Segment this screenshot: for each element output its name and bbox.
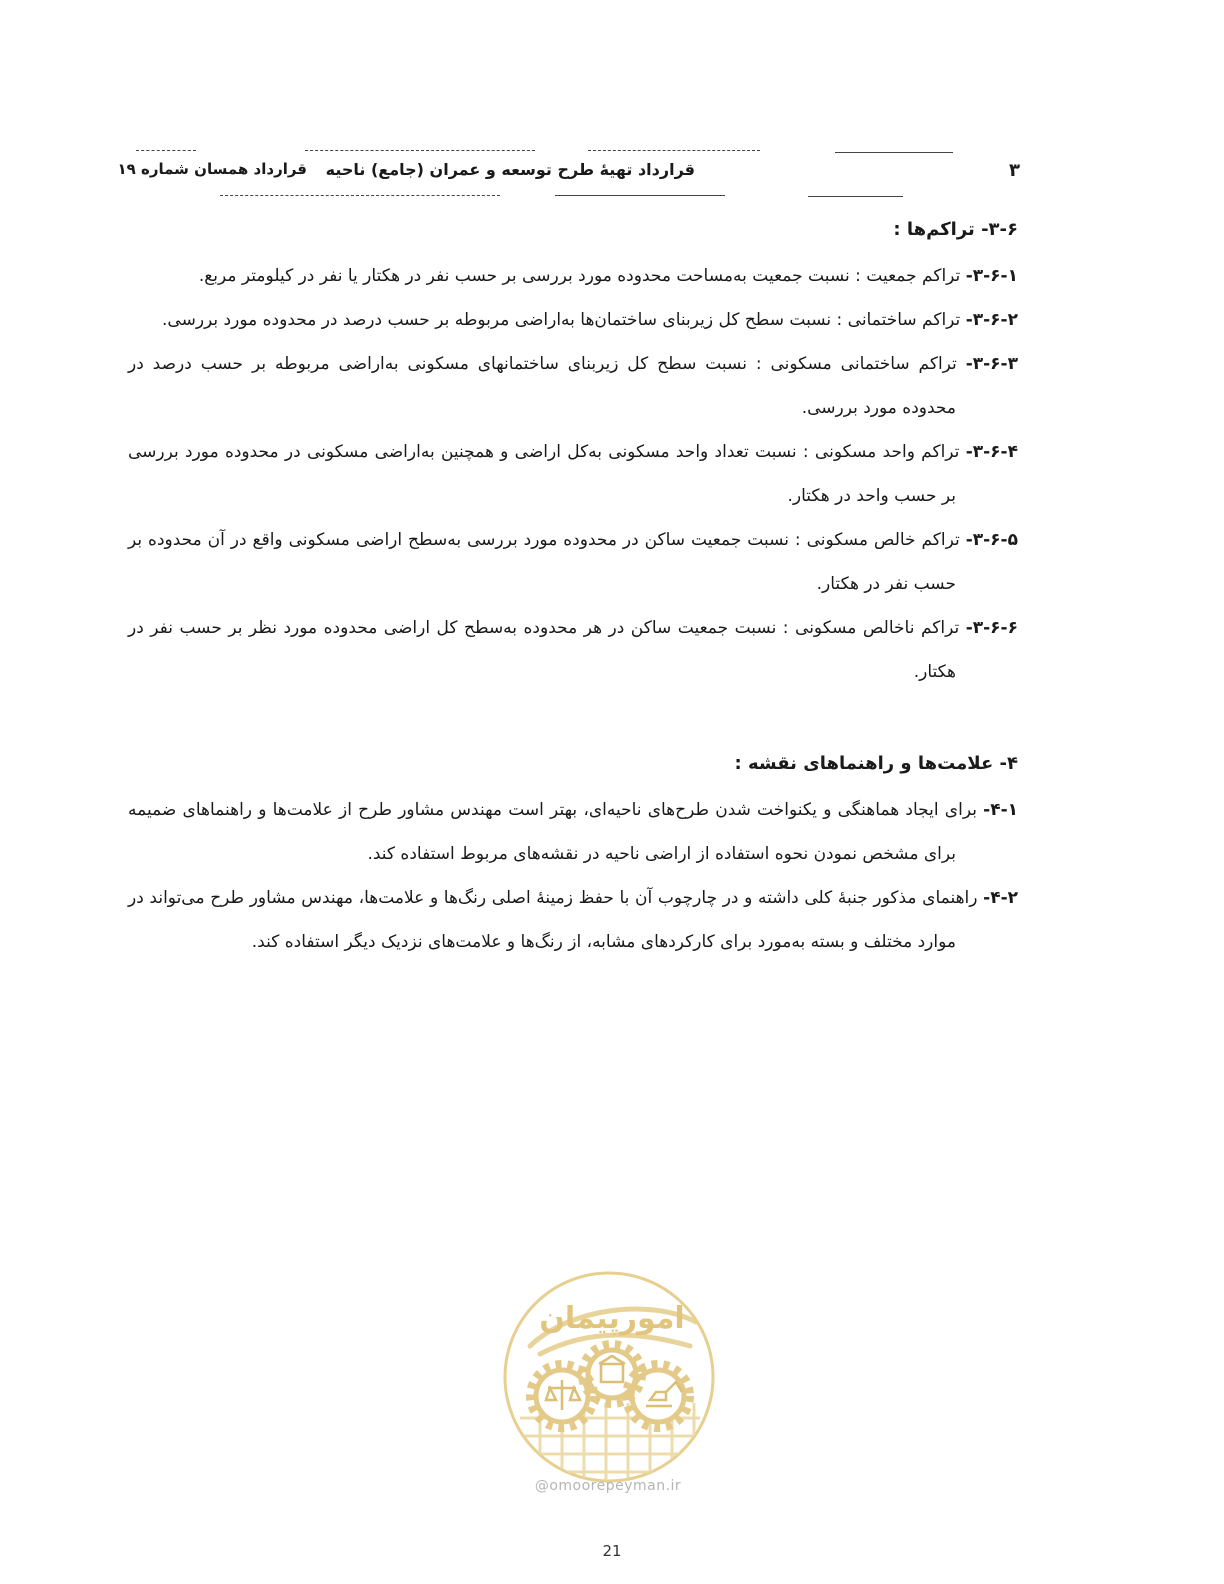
item-number: ۳-۶-۴- <box>965 442 1018 462</box>
list-item <box>128 342 1018 430</box>
item-number: ۴-۲- <box>983 888 1018 908</box>
watermark-website: @omoorepeyman.ir <box>534 1478 682 1494</box>
item-text: راهنمای مذکور جنبهٔ کلی داشته و در چارچوب آن با حفظ زمینهٔ اصلی رنگ‌ها و علامت‌ها، مهندس مشاور طرح می‌تواند در موارد مختلف و بسته به‌مورد برای کارکردهای مشابه، از رنگ‌ها و علامت‌های نزدیک دیگر استفاده کند. <box>128 888 984 952</box>
header-rule <box>305 150 535 151</box>
header-rule <box>808 196 903 197</box>
header-rule <box>835 152 953 153</box>
item-number: ۳-۶-۲- <box>965 310 1018 330</box>
header-rule <box>555 195 725 196</box>
item-number: ۳-۶-۶- <box>965 618 1018 638</box>
document-title: قرارداد تهیهٔ طرح توسعه و عمران (جامع) ناحیه <box>325 160 695 179</box>
item-text: تراکم ساختمانی مسکونی : نسبت سطح کل زیربنای ساختمانهای مسکونی به‌اراضی مربوطه بر حسب درصد در محدوده مورد بررسی. <box>128 354 966 418</box>
list-item <box>128 606 1018 694</box>
item-text: تراکم واحد مسکونی : نسبت تعداد واحد مسکونی به‌کل اراضی و همچنین به‌اراضی مسکونی در محدوده مورد بررسی بر حسب واحد در هکتار. <box>128 442 966 506</box>
item-text: برای ایجاد هماهنگی و یکنواخت شدن طرح‌های ناحیه‌ای، بهتر است مهندس مشاور طرح از علامت‌ها و راهنماهای ضمیمه برای مشخص نمودن نحوه استفاده از اراضی ناحیه در نقشه‌های مربوط استفاده کند. <box>128 800 984 864</box>
contract-reference: قرارداد همسان شماره ۱۹ <box>117 160 307 178</box>
list-item <box>128 254 1018 298</box>
page-number: 21 <box>602 1542 622 1560</box>
item-text: تراکم خالص مسکونی : نسبت جمعیت ساکن در محدوده مورد بررسی به‌سطح اراضی مسکونی واقع در آن محدوده بر حسب نفر در هکتار. <box>128 530 966 594</box>
header-rule <box>588 150 760 151</box>
item-number: ۳-۶-۱- <box>965 266 1018 286</box>
section-spacer <box>128 694 1018 746</box>
list-item <box>128 298 1018 342</box>
item-text: تراکم ناخالص مسکونی : نسبت جمعیت ساکن در هر محدوده به‌سطح کل اراضی محدوده مورد نظر بر حسب نفر در هکتار. <box>128 618 966 682</box>
watermark-logo <box>500 1268 718 1486</box>
list-item <box>128 788 1018 876</box>
list-item <box>128 518 1018 606</box>
section-heading-map-legends: ۴- علامت‌ها و راهنماهای نقشه : <box>734 753 1018 774</box>
document-body <box>128 212 1018 964</box>
list-item <box>128 876 1018 964</box>
header-rule <box>136 150 196 151</box>
logo-text: امورپیمان <box>539 1301 685 1336</box>
section-marker: ۳ <box>1009 160 1020 181</box>
item-number: ۴-۱- <box>983 800 1018 820</box>
item-text: تراکم ساختمانی : نسبت سطح کل زیربنای ساختمان‌ها به‌اراضی مربوطه بر حسب درصد در محدوده مورد بررسی. <box>162 310 966 330</box>
section-heading-densities: ۳-۶- تراکم‌ها : <box>893 219 1018 240</box>
list-item <box>128 430 1018 518</box>
item-number: ۳-۶-۳- <box>965 354 1018 374</box>
header-rule <box>220 195 500 196</box>
item-number: ۳-۶-۵- <box>965 530 1018 550</box>
item-text: تراکم جمعیت : نسبت جمعیت به‌مساحت محدوده مورد بررسی بر حسب نفر در هکتار یا نفر در کیلومتر مربع. <box>198 266 966 286</box>
